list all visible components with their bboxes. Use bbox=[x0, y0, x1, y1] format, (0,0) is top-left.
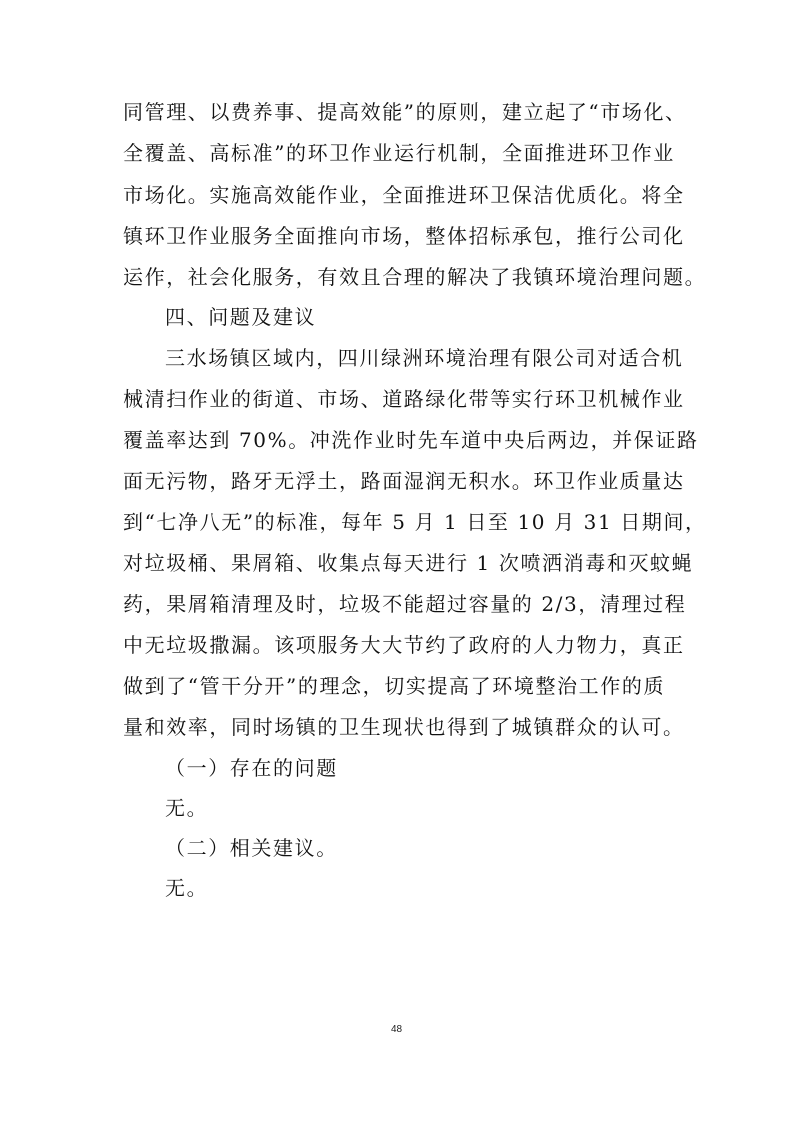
subsection-text-issues: 无。 bbox=[165, 796, 209, 820]
subsection-heading-issues: （一）存在的问题 bbox=[165, 756, 338, 780]
subsection-heading-suggestions: （二）相关建议。 bbox=[165, 836, 338, 860]
paragraph-line: 中无垃圾撒漏。该项服务大大节约了政府的人力物力，真正 bbox=[123, 633, 685, 657]
paragraph-line: 运作，社会化服务，有效且合理的解决了我镇环境治理问题。 bbox=[123, 265, 707, 289]
paragraph-line: 对垃圾桶、果屑箱、收集点每天进行 1 次喷洒消毒和灭蚊蝇 bbox=[123, 551, 694, 575]
section-heading: 四、问题及建议 bbox=[165, 305, 317, 329]
paragraph-line: 量和效率，同时场镇的卫生现状也得到了城镇群众的认可。 bbox=[123, 715, 685, 739]
subsection-text-suggestions: 无。 bbox=[165, 876, 209, 900]
page-number: 48 bbox=[390, 1024, 403, 1035]
paragraph-line: 械清扫作业的街道、市场、道路绿化带等实行环卫机械作业 bbox=[123, 387, 685, 411]
paragraph-line: 全覆盖、高标准”的环卫作业运行机制，全面推进环卫作业 bbox=[123, 141, 675, 165]
paragraph-line: 药，果屑箱清理及时，垃圾不能超过容量的 2/3，清理过程 bbox=[123, 592, 687, 616]
paragraph-line: 到“七净八无”的标准，每年 5 月 1 日至 10 月 31 日期间， bbox=[123, 510, 707, 534]
paragraph-line: 同管理、以费养事、提高效能”的原则，建立起了“市场化、 bbox=[123, 100, 687, 124]
paragraph-line: 市场化。实施高效能作业，全面推进环卫保洁优质化。将全 bbox=[123, 183, 685, 207]
paragraph-line: 覆盖率达到 70%。冲洗作业时先车道中央后两边，并保证路 bbox=[123, 428, 699, 452]
paragraph-line: 做到了“管干分开”的理念，切实提高了环境整治工作的质 bbox=[123, 674, 666, 698]
paragraph-line: 镇环卫作业服务全面推向市场，整体招标承包，推行公司化 bbox=[123, 224, 685, 248]
paragraph-line: 面无污物，路牙无浮土，路面湿润无积水。环卫作业质量达 bbox=[123, 469, 685, 493]
paragraph-line: 三水场镇区域内，四川绿洲环境治理有限公司对适合机 bbox=[165, 346, 684, 370]
